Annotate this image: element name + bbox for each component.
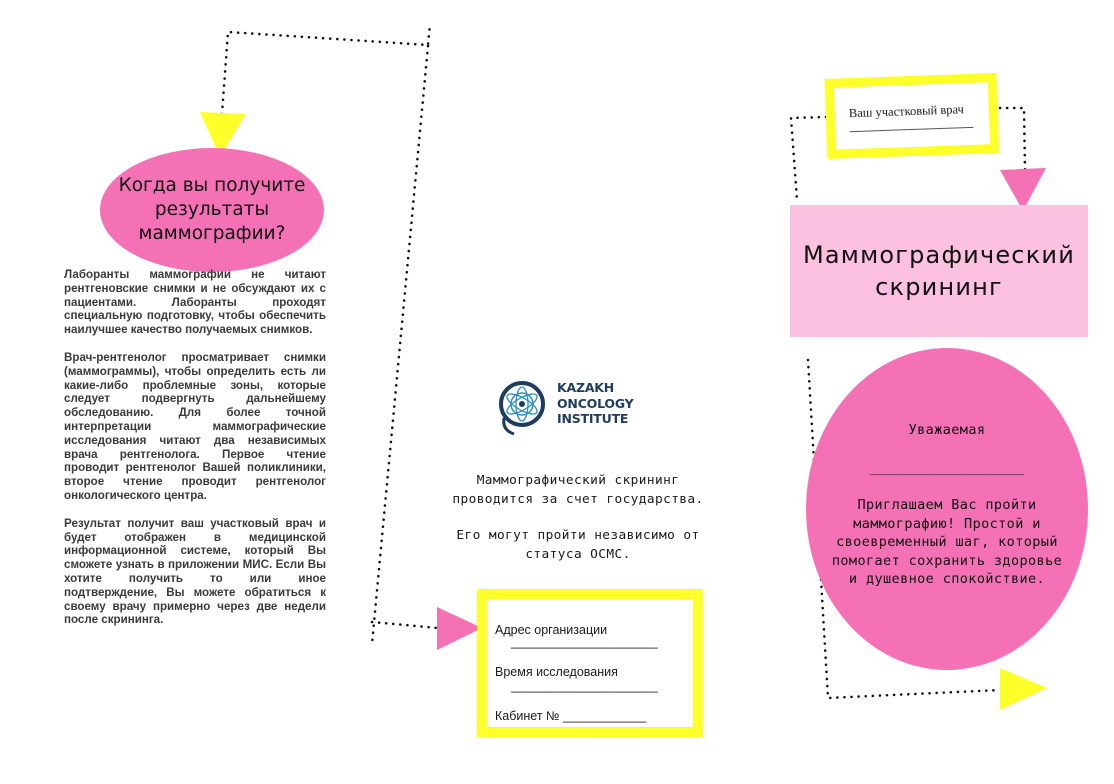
address-label: Адрес организации [495,623,608,637]
logo-line-kazakh: KAZAKH [557,380,615,395]
results-heading: Когда вы получите результаты маммографии? [118,175,306,244]
recipient-name-blank[interactable]: ___________________ [869,460,1025,476]
invitation-ellipse [806,348,1088,670]
results-heading-ellipse [100,148,324,272]
osms-text: Его могут пройти независимо от статуса ОСМС. [456,528,700,562]
logo-line-oncology: ONCOLOGY [557,395,634,411]
pink-triangle-info [437,607,482,650]
brochure-title: Маммографический скрининг [802,241,1075,301]
funding-info [440,472,716,582]
doctor-name-blank[interactable] [849,127,973,132]
funding-text: Маммографический скрининг проводится за счет государства. [452,473,704,507]
doctor-label: Ваш участковый врач [848,102,965,121]
paragraph-results: Результат получит ваш участковый врач и будет отображен в медицинской информационной системе, который Вы сможете узнать в приложении МИС. Если Вы хотите получить то или иное подтверждение, Вы можете обратиться к своему врачу примерно через две недели после скрининга. [64,516,326,627]
dotted-connector-right-doc [1000,108,1025,170]
yellow-triangle-right [1000,668,1047,710]
dotted-connector-left-top [222,24,430,114]
logo-wordmark [557,380,633,427]
results-info-text [64,268,326,641]
dotted-connector-right-top [791,117,826,200]
time-label: Время исследования [495,665,618,679]
doctor-box [825,73,1000,159]
paragraph-radiographers: Лаборанты маммографии не читают рентгеновские снимки и не обсуждают их с пациентами. Лаборанты проходят специальную подготовку, чтобы обеспечить наилучшее качество получаемых снимков. [64,268,326,337]
appointment-info-box [477,589,703,737]
invitation-text: Приглашаем Вас пройти маммографию! Простой и своевременный шаг, который помогает сохранить здоровье и душевное спокойствие. [831,497,1063,587]
title-block [790,205,1088,337]
dotted-connector-to-info-box [372,622,438,628]
logo-line-institute: INSTITUTE [557,411,629,426]
dotted-connector-long [372,46,428,644]
room-field[interactable]: Кабинет № ____________ [495,709,647,723]
time-blank[interactable]: ______________________ [511,679,658,693]
paragraph-radiologist: Врач-рентгенолог просматривает снимки (маммограммы), чтобы определить есть ли какие-либо проблемные зоны, которые следует подвергнуть дальнейшему обследованию. Для более точной интерпретации маммографические исследования читают два независимых врача рентгенолога. Первое чтение проводит рентгенолог Вашей поликлиники, второе чтение проводит рентгенолог онкологического центра. [64,350,326,502]
address-blank[interactable]: ______________________ [511,635,658,649]
greeting: Уважаемая [908,422,986,438]
